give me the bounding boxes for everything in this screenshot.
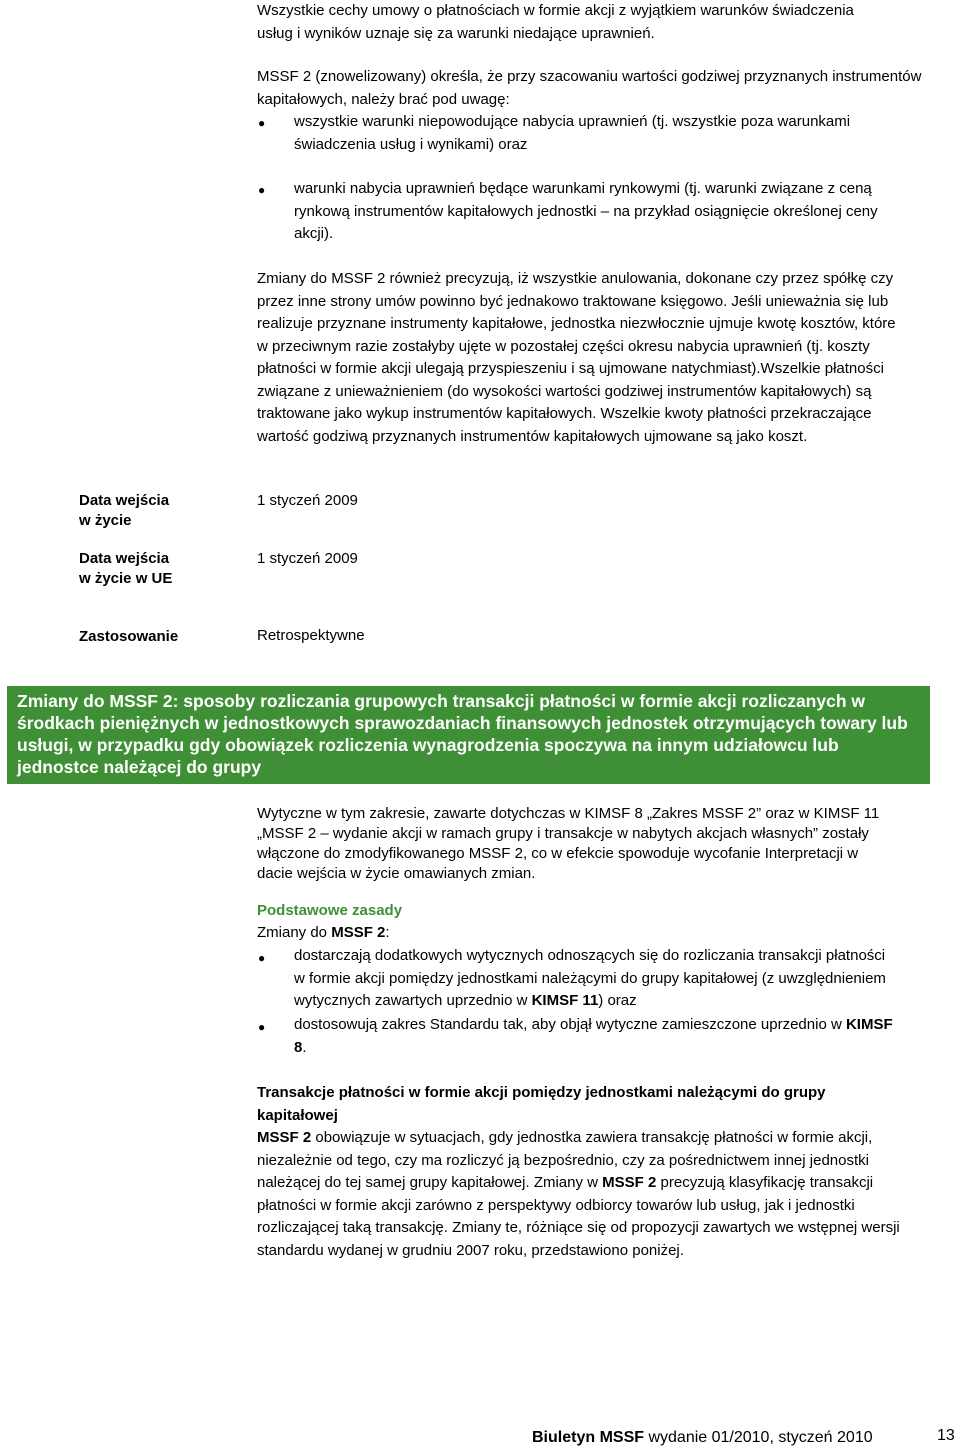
paragraph-mssf2-fair-value: MSSF 2 (znowelizowany) określa, że przy szacowaniu wartości godziwej przyznanych instrumentów kapitałowych, należy brać pod uwagę: <box>257 68 922 108</box>
bullet-icon: ● <box>258 1020 266 1034</box>
paragraph-cancellations: Zmiany do MSSF 2 również precyzują, iż wszystkie anulowania, dokonane czy przez spółkę czy przez inne strony umów powinno być jednakowo traktowane księgowo. Jeśli unieważnia się lub realizuje przyznane instrumenty kapitałowe, jednostka niezwłocznie ujmuje kwotę kosztów, które w przeciwnym razie zostałyby ujęte w pozostałej części okresu nabycia uprawnień (tj. koszty płatności w formie akcji ulegają przyspieszeniu i są ujmowane natychmiast).Wszelkie płatności związane z unieważnieniem (do wysokości wartości godziwej instrumentów kapitałowych) są traktowane jako wykup instrumentów kapitałowych. Wszelkie kwoty płatności przekraczające wartość godziwą przyznanych instrumentów kapitałowych ujmowane są jako koszt. <box>257 270 896 445</box>
sub-heading: Podstawowe zasady <box>257 902 403 919</box>
list-item: dostosowują zakres Standardu tak, aby objął wytyczne zamieszczone uprzednio w KIMSF 8. <box>294 1016 893 1056</box>
section-heading-banner: Zmiany do MSSF 2: sposoby rozliczania grupowych transakcji płatności w formie akcji rozliczanych w środkach pieniężnych w jednostkowych sprawozdaniach finansowych jednostek otrzymujących towary lub usługi, w przypadku gdy obowiązek rozliczenia wynagrodzenia spoczywa na innym udziałowcu lub jednostce należącej do grupy <box>7 686 930 784</box>
footer-title: Biuletyn MSSF wydanie 01/2010, styczeń 2010 <box>532 1429 873 1446</box>
bullet-icon: ● <box>258 183 266 197</box>
list-item: dostarczają dodatkowych wytycznych odnoszących się do rozliczania transakcji płatności w formie akcji pomiędzy jednostkami należącymi do grupy kapitałowej (z uwzględnieniem wytycznych zawartych uprzednio w KIMSF 11) oraz <box>294 947 886 1009</box>
bullet-icon: ● <box>258 951 266 965</box>
effective-date-value: 1 styczeń 2009 <box>257 492 358 509</box>
application-label: Zastosowanie <box>79 628 179 645</box>
bullet-icon: ● <box>258 116 266 130</box>
sub-heading-group-transactions: Transakcje płatności w formie akcji pomiędzy jednostkami należącymi do grupy kapitałowej <box>257 1084 826 1124</box>
page-number: 13 <box>937 1427 955 1444</box>
paragraph-guidance: Wytyczne w tym zakresie, zawarte dotychczas w KIMSF 8 „Zakres MSSF 2” oraz w KIMSF 11 „MSSF 2 – wydanie akcji w ramach grupy i transakcje w nabytych akcjach własnych” zostały włączone do zmodyfikowanego MSSF 2, co w efekcie spowoduje wycofanie Interpretacji w dacie wejścia w życie omawianych zmian. <box>257 805 880 882</box>
intro-paragraph: Wszystkie cechy umowy o płatnościach w formie akcji z wyjątkiem warunków świadczenia usług i wyników uznaje się za warunki niedające uprawnień. <box>257 2 854 42</box>
eu-effective-date-label: Data wejścia w życie w UE <box>79 550 173 587</box>
effective-date-label: Data wejścia w życie <box>79 492 170 529</box>
list-item: wszystkie warunki niepowodujące nabycia uprawnień (tj. wszystkie poza warunkami świadczenia usług i wynikami) oraz <box>294 113 851 153</box>
application-value: Retrospektywne <box>257 627 365 644</box>
list-item: warunki nabycia uprawnień będące warunkami rynkowymi (tj. warunki związane z ceną rynkową instrumentów kapitałowych jednostki – na przykład osiągnięcie określonej ceny akcji). <box>294 180 878 242</box>
paragraph-group-transactions: MSSF 2 obowiązuje w sytuacjach, gdy jednostka zawiera transakcję płatności w formie akcji, niezależnie od tego, czy ma rozliczyć ją bezpośrednio, czy za pośrednictwem innej jednostki należącej do tej samej grupy kapitałowej. Zmiany w MSSF 2 precyzują klasyfikację transakcji płatności w formie akcji zarówno z perspektywy odbiorcy towarów lub usług, jak i jednostki rozliczającej taką transakcję. Zmiany te, różniące się od propozycji zawartych we wstępnej wersji standardu wydanej w grudniu 2007 roku, przedstawiono poniżej. <box>257 1129 900 1259</box>
eu-effective-date-value: 1 styczeń 2009 <box>257 550 358 567</box>
changes-intro: Zmiany do MSSF 2: <box>257 924 390 941</box>
